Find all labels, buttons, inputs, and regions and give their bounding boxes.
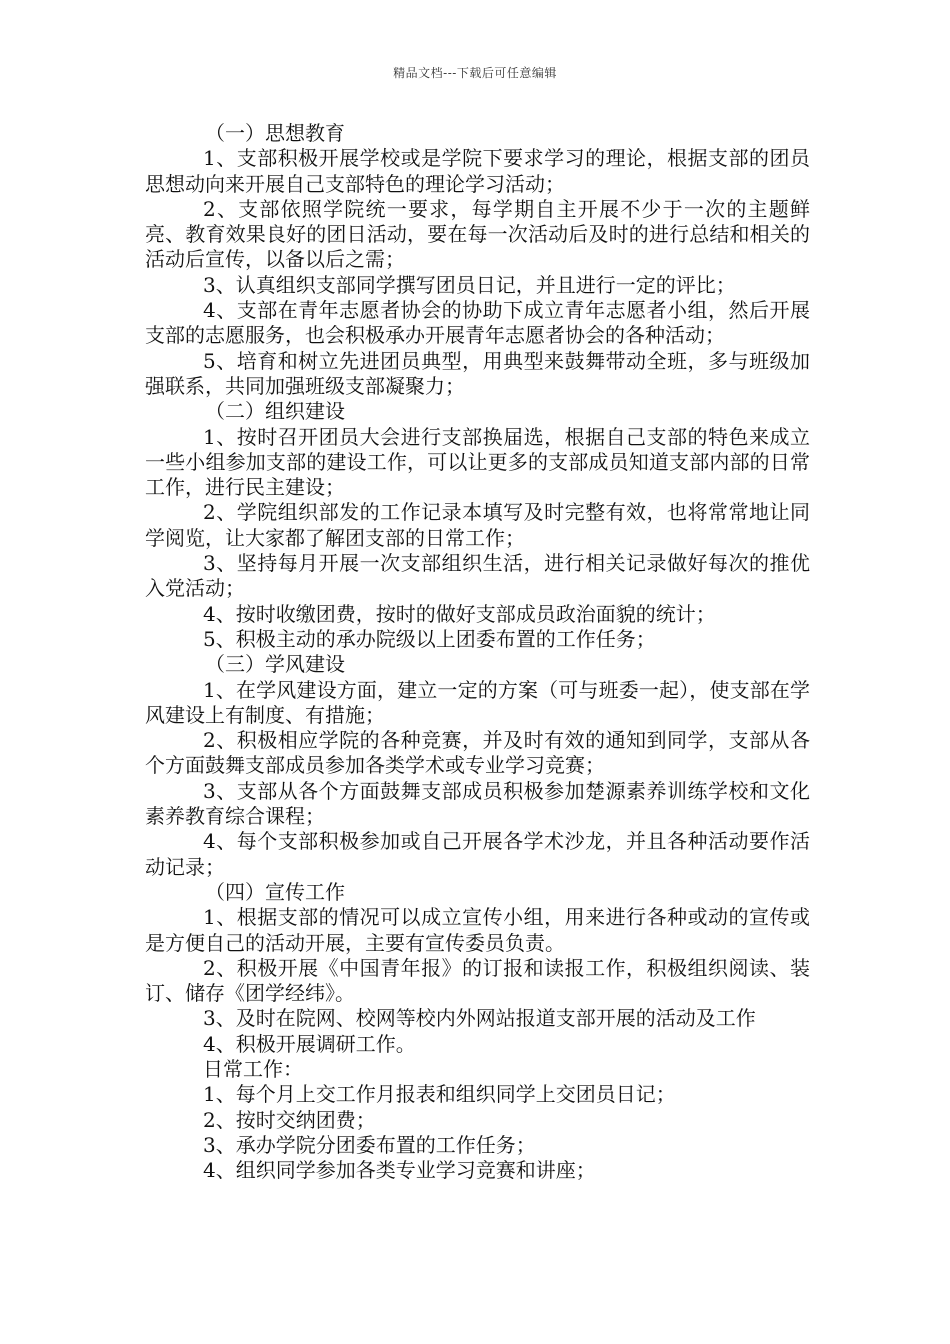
paragraph: 3、及时在院网、校网等校内外网站报道支部开展的活动及工作 <box>203 1006 756 1031</box>
paragraph: 1、根据支部的情况可以成立宣传小组，用来进行各种或动的宣传或是方便自己的活动开展，主要有宣传委员负责。 <box>145 905 810 955</box>
paragraph: 4、每个支部积极参加或自己开展各学术沙龙，并且各种活动要作活动记录； <box>145 829 810 879</box>
paragraph: 5、积极主动的承办院级以上团委布置的工作任务； <box>203 626 656 651</box>
section-heading: （一）思想教育 <box>205 121 345 145</box>
paragraph: 2、支部依照学院统一要求，每学期自主开展不少于一次的主题鲜亮、教育效果良好的团日活动，要在每一次活动后及时的进行总结和相关的活动后宣传，以备以后之需； <box>145 196 810 272</box>
paragraph: 2、积极相应学院的各种竞赛，并及时有效的通知到同学，支部从各个方面鼓舞支部成员参加各类学术或专业学习竞赛； <box>145 728 810 778</box>
list-item: 4、组织同学参加各类专业学习竞赛和讲座； <box>203 1158 596 1183</box>
paragraph: 3、认真组织支部同学撰写团员日记，并且进行一定的评比； <box>203 272 736 297</box>
paragraph: 1、在学风建设方面，建立一定的方案（可与班委一起），使支部在学风建设上有制度、有措施； <box>145 677 810 727</box>
list-item: 2、按时交纳团费； <box>203 1107 376 1132</box>
paragraph: 5、培育和树立先进团员典型，用典型来鼓舞带动全班，多与班级加强联系，共同加强班级支部凝聚力； <box>145 348 810 398</box>
paragraph: 3、支部从各个方面鼓舞支部成员积极参加楚源素养训练学校和文化素养教育综合课程； <box>145 778 810 829</box>
paragraph: 4、支部在青年志愿者协会的协助下成立青年志愿者小组，然后开展支部的志愿服务，也会积极承办开展青年志愿者协会的各种活动； <box>145 298 810 348</box>
paragraph: 1、支部积极开展学校或是学院下要求学习的理论，根据支部的团员思想动向来开展自己支部特色的理论学习活动； <box>145 146 810 196</box>
page-header: 精品文档---下载后可任意编辑 <box>393 66 557 80</box>
paragraph: 1、按时召开团员大会进行支部换届选，根据自己支部的特色来成立一些小组参加支部的建设工作，可以让更多的支部成员知道支部内部的日常工作，进行民主建设； <box>145 424 810 500</box>
paragraph: 4、按时收缴团费，按时的做好支部成员政治面貌的统计； <box>203 601 716 626</box>
section-heading: （四）宣传工作 <box>205 879 345 904</box>
section-heading: （三）学风建设 <box>205 652 345 677</box>
list-item: 4、积极开展调研工作。 <box>203 1031 416 1056</box>
paragraph: 2、积极开展《中国青年报》的订报和读报工作，积极组织阅读、装订、储存《团学经纬》。 <box>145 955 810 1006</box>
section-heading: （二）组织建设 <box>205 399 345 424</box>
document-body <box>145 121 810 1183</box>
list-item: 3、承办学院分团委布置的工作任务； <box>203 1132 536 1157</box>
paragraph: 2、学院组织部发的工作记录本填写及时完整有效，也将常常地让同学阅览，让大家都了解团支部的日常工作； <box>145 500 810 550</box>
subsection-label: 日常工作： <box>203 1056 303 1081</box>
list-item: 1、每个月上交工作月报表和组织同学上交团员日记； <box>203 1082 676 1107</box>
paragraph: 3、坚持每月开展一次支部组织生活，进行相关记录做好每次的推优入党活动； <box>145 551 810 601</box>
